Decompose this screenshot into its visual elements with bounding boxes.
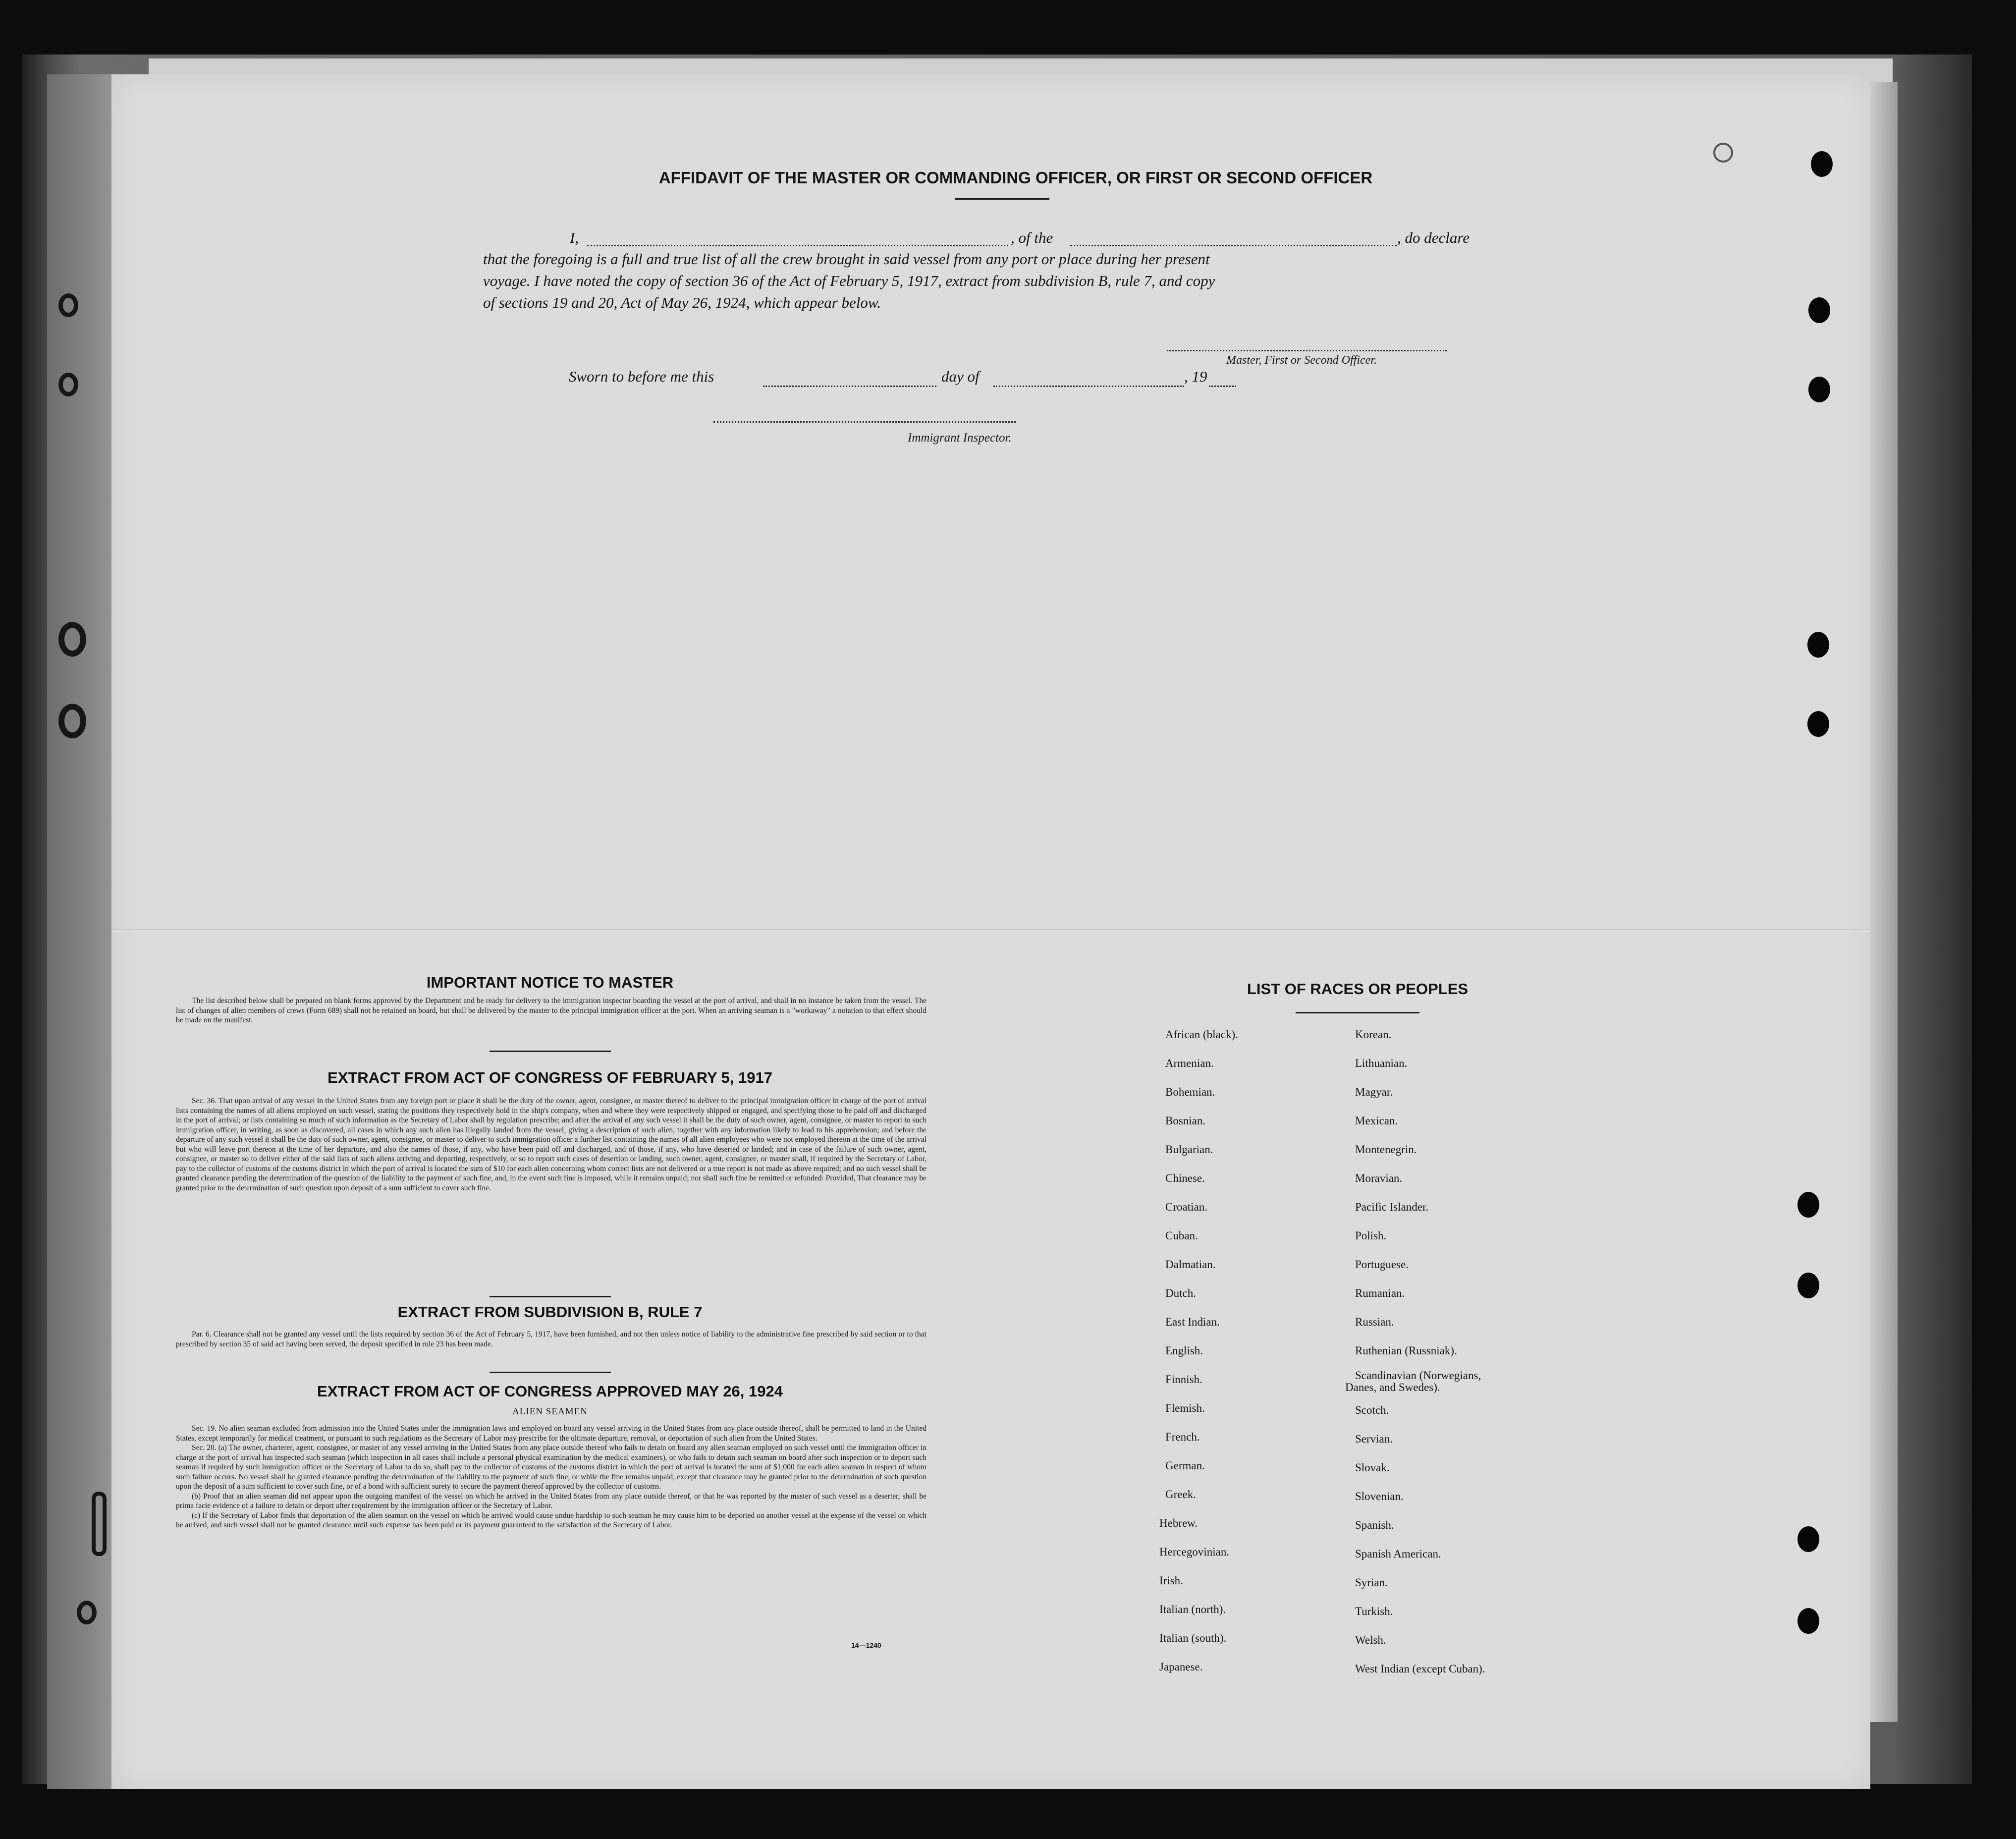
binder-ring-icon xyxy=(77,1601,97,1624)
race-item: African (black). xyxy=(1165,1028,1238,1041)
punch-hole-icon xyxy=(1808,297,1830,323)
extract-1924-body xyxy=(176,1424,926,1530)
race-item: Montenegrin. xyxy=(1355,1143,1417,1156)
race-item: Portuguese. xyxy=(1355,1258,1409,1271)
race-item: Slovak. xyxy=(1355,1461,1390,1474)
race-item: Dalmatian. xyxy=(1165,1258,1216,1271)
race-item: West Indian (except Cuban). xyxy=(1355,1663,1485,1675)
race-item: Hercegovinian. xyxy=(1159,1546,1230,1558)
race-item: Lithuanian. xyxy=(1355,1057,1408,1069)
race-item: Dutch. xyxy=(1165,1287,1196,1299)
binder-edge xyxy=(47,74,121,1789)
race-item: English. xyxy=(1165,1344,1203,1357)
declaration-do-declare: , do declare xyxy=(1397,229,1470,246)
race-item: Hebrew. xyxy=(1159,1517,1198,1529)
sworn-month-field[interactable] xyxy=(993,386,1184,387)
declaration-line: voyage. I have noted the copy of section 36 of the Act of February 5, 1917, extract from subdivision B, rule 7, and copy xyxy=(483,272,1215,289)
binder-ring-icon xyxy=(58,622,86,657)
sworn-day-of: day of xyxy=(941,368,980,385)
master-signature-line[interactable] xyxy=(1167,350,1447,351)
race-item: Magyar. xyxy=(1355,1086,1393,1098)
race-item: Cuban. xyxy=(1165,1229,1198,1242)
punch-hole-icon xyxy=(1798,1608,1819,1634)
rule-7-paragraph: Par. 6. Clearance shall not be granted any vessel until the lists required by section 36 of the Act of February 5, 1917, have been furnished, and not then unless notice of liability to the administrative fine prescribed by said section or to that prescribed by section 35 of said act having been served, the deposit specified in rule 23 has been made. xyxy=(176,1330,926,1348)
punch-hole-icon xyxy=(1807,632,1829,658)
master-caption: Master, First or Second Officer. xyxy=(1226,354,1377,367)
race-item: Bohemian. xyxy=(1165,1086,1215,1098)
notice-title: IMPORTANT NOTICE TO MASTER xyxy=(426,974,674,991)
notice-paragraph: The list described below shall be prepared on blank forms approved by the Department and be ready for delivery to the immigration inspector boarding the vessel at the port of arrival, and shall in no instance be taken from the vessel. The list of changes of alien members of crews (Form 689) shall not be retained on board, but shall be delivered by the master to the principal immigration officer at the port. When an arriving seaman is a "workaway" a notation to that effect should be made on the manifest. xyxy=(176,997,926,1024)
race-item: Korean. xyxy=(1355,1028,1392,1041)
extract-rule7-title: EXTRACT FROM SUBDIVISION B, RULE 7 xyxy=(397,1303,703,1321)
section-20a-paragraph: Sec. 20. (a) The owner, charterer, agent, consignee, or master of any vessel arriving in the United States from any place outside thereof who fails to detain on board any alien seaman employed on such vessel until the immigration officer in charge at the port of arrival has inspected such seaman (which inspection in all cases shall include a personal physical examination by the medical examiners), or who fails to detain such seaman on board after such inspection or to deport such seaman if required by such immigration officer or the Secretary of Labor to do so, shall pay to the collector of customs of the customs district in which the port of arrival is located the sum of $1,000 for each alien seaman in respect of whom such failure occurs. No vessel shall be granted clearance pending the determination of the liability to the payment of such fine, or while the fine remains unpaid, except that clearance may be granted prior to the determination of such question upon the deposit of a sum sufficient to cover such fine, or of a bond with sufficient surety to secure the payment thereof approved by the collector of customs. xyxy=(176,1444,926,1491)
binder-ring-icon xyxy=(58,704,86,738)
race-item: Japanese. xyxy=(1159,1661,1203,1673)
extract-1917-title: EXTRACT FROM ACT OF CONGRESS OF FEBRUARY 5, 1917 xyxy=(327,1069,772,1086)
binder-ring-icon xyxy=(58,293,78,317)
declaration-i: I, xyxy=(570,229,579,246)
race-item: Flemish. xyxy=(1165,1402,1205,1414)
race-item: Spanish. xyxy=(1355,1519,1394,1531)
affidavit-title: AFFIDAVIT OF THE MASTER OR COMMANDING OFFICER, OR FIRST OR SECOND OFFICER xyxy=(658,168,1373,187)
races-title: LIST OF RACES OR PEOPLES xyxy=(1247,980,1469,998)
race-item: Scandinavian (Norwegians, xyxy=(1355,1369,1481,1382)
alien-seamen-subtitle: ALIEN SEAMEN xyxy=(512,1406,588,1417)
extract-rule7-body xyxy=(176,1330,926,1349)
race-item: Armenian. xyxy=(1165,1057,1214,1069)
title-underline xyxy=(955,198,1049,200)
sworn-day-field[interactable] xyxy=(763,386,936,387)
race-item: Servian. xyxy=(1355,1433,1393,1445)
race-item: Scotch. xyxy=(1355,1404,1389,1416)
race-item: Moravian. xyxy=(1355,1172,1403,1184)
race-item: Mexican. xyxy=(1355,1115,1398,1127)
punch-hole-icon xyxy=(1798,1526,1819,1552)
extract-1917-body xyxy=(176,1096,926,1193)
punch-hole-icon xyxy=(1798,1273,1819,1298)
form-number: 14—1240 xyxy=(851,1641,881,1649)
race-item: Irish. xyxy=(1159,1574,1183,1587)
inspector-signature-line[interactable] xyxy=(713,421,1016,423)
inspector-caption: Immigrant Inspector. xyxy=(908,431,1012,445)
sworn-year: , 19 xyxy=(1184,368,1207,385)
section-19-paragraph: Sec. 19. No alien seaman excluded from admission into the United States under the immigration laws and employed on board any vessel arriving in the United States from any place outside thereof, shall be permitted to land in the United States, except temporarily for medical treatment, or pursuant to such regulations as the Secretary of Labor may prescribe for the ultimate departure, removal, or deportation of such alien from the United States. xyxy=(176,1424,926,1443)
notice-body xyxy=(176,996,926,1025)
race-item: Turkish. xyxy=(1355,1605,1393,1617)
binder-ring-icon xyxy=(58,373,78,396)
extract-1924-title: EXTRACT FROM ACT OF CONGRESS APPROVED MAY 26, 1924 xyxy=(317,1383,783,1400)
section-36-paragraph: Sec. 36. That upon arrival of any vessel in the United States from any foreign port or place it shall be the duty of the owner, agent, consignee, or master thereof to deliver to the principal immigration officer in charge of the port of arrival lists containing the names of all aliens employed on such vessel, stating the positions they respectively hold in the ship's company, when and where they were respectively shipped or engaged, and specifying those to be paid off and discharged in the port of arrival; or lists containing so much of such information as the Secretary of Labor shall by regulation prescribe; and after the arrival of any such vessel it shall be the duty of such owner, agent, consignee, or master to report to such immigration officer, in writing, as soon as discovered, all cases in which any such alien has illegally landed from the vessel, giving a description of such alien, together with any information likely to lead to his apprehension; and before the departure of any such vessel it shall be the duty of such owner, agent, consignee, or master to deliver to such immigration officer a further list containing the names of all alien employees who were not employed thereon at the time of the arrival but who will leave port thereon at the time of her departure, and also the names of those, if any, who have been paid off and discharged, and of those, if any, who have deserted or landed; and in case of the failure of such owner, agent, consignee, or master so to deliver either of the said lists of such aliens arriving and departing, respectively, or so to report such cases of desertion or landing, such owner, agent, consignee, or master shall, if required by the Secretary of Labor, pay to the collector of customs of the customs district in which the port of arrival is located the sum of $10 for each alien concerning whom correct lists are not delivered or a true report is not made as above required; and no such vessel shall be granted clearance pending the determination of the question of the liability to the payment of such fine, and, in the event such fine is imposed, while it remains unpaid; nor shall such fine be remitted or refunded: Provided, That clearance may be granted prior to the determination of such question upon deposit of a sum sufficient to cover such fine. xyxy=(176,1097,926,1192)
race-item: Italian (north). xyxy=(1159,1603,1226,1616)
sworn-prefix: Sworn to before me this xyxy=(569,368,714,385)
punch-hole-icon xyxy=(1798,1192,1819,1218)
page-fold xyxy=(111,929,1870,932)
race-item: Finnish. xyxy=(1165,1373,1202,1386)
name-blank-field[interactable] xyxy=(587,245,1008,246)
race-item: Danes, and Swedes). xyxy=(1345,1381,1440,1393)
section-20b-paragraph: (b) Proof that an alien seaman did not appear upon the outgoing manifest of the vessel on which he arrived in the United States from any place outside thereof, or that he was reported by the master of such vessel as a deserter, shall be prima facie evidence of a failure to detain or deport after requirement by the immigration officer or the Secretary of Labor. xyxy=(176,1492,926,1510)
race-item: Ruthenian (Russniak). xyxy=(1355,1344,1457,1357)
section-20c-paragraph: (c) If the Secretary of Labor finds that deportation of the alien seaman on the vessel on which he arrived would cause undue hardship to such seaman he may cause him to be deported on another vessel at the expense of the vessel on which he arrived, and such vessel shall not be granted clearance until such expense has been paid or its payment guaranteed to the satisfaction of the Secretary of Labor. xyxy=(176,1511,926,1529)
race-item: Rumanian. xyxy=(1355,1287,1405,1299)
race-item: Welsh. xyxy=(1355,1634,1386,1646)
race-item: Croatian. xyxy=(1165,1201,1207,1213)
punch-hole-icon xyxy=(1811,151,1833,177)
race-item: Spanish American. xyxy=(1355,1548,1441,1560)
race-item: Italian (south). xyxy=(1159,1632,1227,1644)
vessel-blank-field[interactable] xyxy=(1070,245,1397,246)
declaration-line: of sections 19 and 20, Act of May 26, 1924, which appear below. xyxy=(483,294,881,311)
race-item: Russian. xyxy=(1355,1316,1394,1328)
punch-hole-icon xyxy=(1807,711,1829,737)
section-divider xyxy=(490,1296,611,1297)
race-item: Bulgarian. xyxy=(1165,1143,1213,1156)
section-divider xyxy=(1296,1012,1419,1013)
punch-hole-icon xyxy=(1713,143,1733,163)
race-item: East Indian. xyxy=(1165,1316,1220,1328)
punch-hole-icon xyxy=(1808,377,1830,402)
race-item: Chinese. xyxy=(1165,1172,1205,1184)
section-divider xyxy=(490,1372,611,1373)
race-item: German. xyxy=(1165,1459,1205,1472)
sworn-year-field[interactable] xyxy=(1209,386,1236,387)
race-item: Syrian. xyxy=(1355,1576,1388,1589)
section-divider xyxy=(490,1051,611,1052)
race-item: French. xyxy=(1165,1431,1200,1443)
race-item: Bosnian. xyxy=(1165,1115,1206,1127)
declaration-of-the: , of the xyxy=(1011,229,1053,246)
race-item: Polish. xyxy=(1355,1229,1387,1242)
binder-clip-icon xyxy=(92,1492,107,1556)
declaration-line: that the foregoing is a full and true list of all the crew brought in said vessel from any port or place during her present xyxy=(483,250,1210,268)
race-item: Slovenian. xyxy=(1355,1490,1404,1503)
race-item: Pacific Islander. xyxy=(1355,1201,1429,1213)
race-item: Greek. xyxy=(1165,1488,1196,1501)
